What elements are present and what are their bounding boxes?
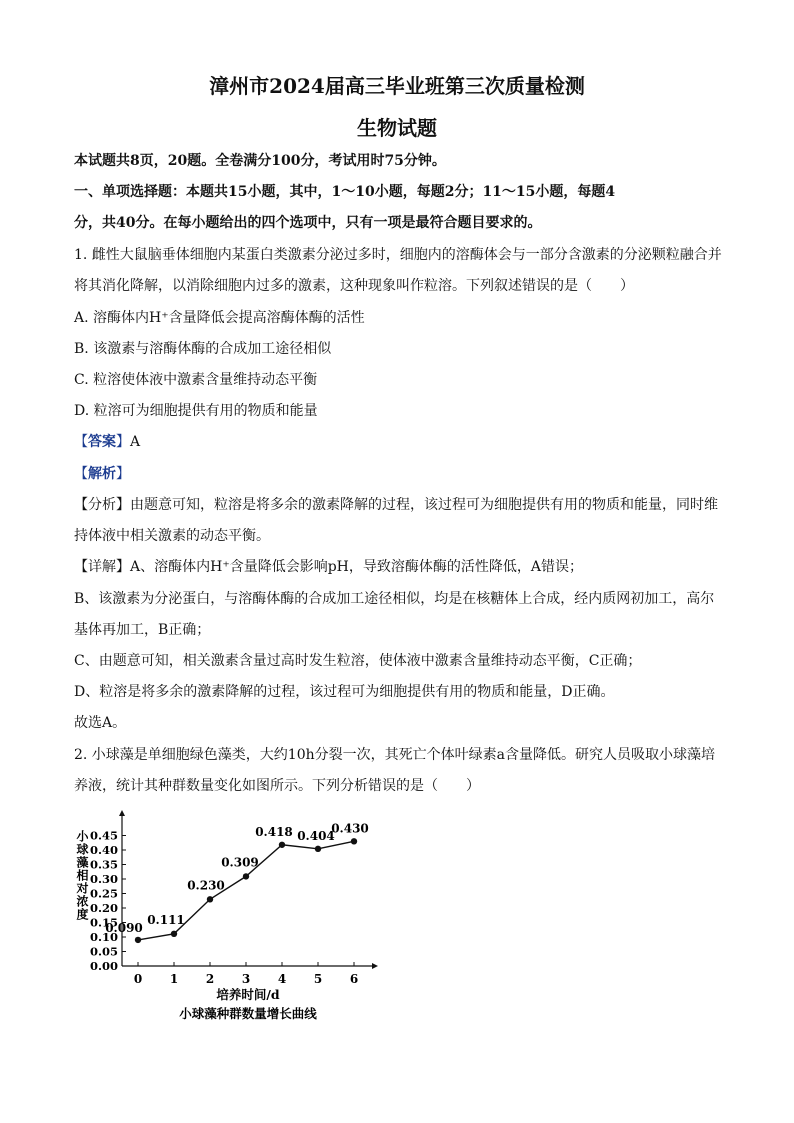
bracket-open: 【 <box>74 434 88 450</box>
x-tick-label: 5 <box>313 972 323 986</box>
y-tick-label: 0.45 <box>89 828 118 843</box>
chart-title: 小球藻种群数量增长曲线 <box>179 1006 317 1021</box>
exam-title: 漳州市2024届高三毕业班第三次质量检测 <box>209 74 585 98</box>
data-label: 0.418 <box>255 824 293 839</box>
q1-conclusion: 故选A。 <box>74 715 127 731</box>
bracket-close: 】 <box>116 434 130 450</box>
q2-stem-line1: 2. 小球藻是单细胞绿色藻类，大约10h分裂一次，其死亡个体叶绿素a含量降低。研究人员吸取小球藻培 <box>74 747 715 763</box>
bracket-open: 【 <box>74 466 88 482</box>
fenxi-text-1: 由题意可知，粒溶是将多余的激素降解的过程，该过程可为细胞提供有用的物质和能量，同时维 <box>130 497 718 513</box>
data-label: 0.090 <box>105 920 143 935</box>
bracket-close: 】 <box>116 559 130 575</box>
growth-chart <box>70 810 390 1025</box>
data-label: 0.309 <box>221 855 259 870</box>
data-label: 0.404 <box>297 828 335 843</box>
exam-intro: 本试题共8页，20题。全卷满分100分，考试用时75分钟。 <box>74 153 446 169</box>
answer-value: A <box>130 434 141 450</box>
x-axis-arrow <box>372 963 378 969</box>
detail-text-1: A、溶酶体内H⁺含量降低会影响pH，导致溶酶体酶的活性降低，A错误； <box>130 559 583 575</box>
data-point <box>243 873 249 879</box>
q1-analysis-heading <box>74 463 734 483</box>
detail-label: 详解 <box>88 559 116 575</box>
q1-detail-line1 <box>74 556 734 576</box>
y-tick-label: 0.35 <box>89 857 118 872</box>
data-label: 0.111 <box>147 912 185 927</box>
q2-stem-line2: 养液，统计其种群数量变化如图所示。下列分析错误的是（ ） <box>74 778 480 794</box>
data-point <box>315 846 321 852</box>
y-tick-label: 0.30 <box>89 872 118 886</box>
data-point <box>135 937 141 943</box>
y-tick-label: 0.40 <box>89 843 118 857</box>
data-label: 0.430 <box>331 821 369 836</box>
exam-subject: 生物试题 <box>357 116 437 140</box>
bracket-open: 【 <box>74 497 88 513</box>
x-tick-label: 3 <box>241 972 251 986</box>
q1-stem-line1: 1. 雌性大鼠脑垂体细胞内某蛋白类激素分泌过多时，细胞内的溶酶体会与一部分含激素的分泌颗粒融合并 <box>74 247 722 263</box>
x-tick-label: 1 <box>169 972 179 986</box>
y-tick-label: 0.15 <box>89 915 118 930</box>
bracket-close: 】 <box>116 466 130 482</box>
data-point <box>171 931 177 937</box>
y-tick-label: 0.05 <box>89 944 118 959</box>
q1-detail-line5: D、粒溶是将多余的激素降解的过程，该过程可为细胞提供有用的物质和能量，D正确。 <box>74 684 615 700</box>
y-tick-label: 0.25 <box>89 886 118 901</box>
q1-detail-line4: C、由题意可知，相关激素含量过高时发生粒溶，使体液中激素含量维持动态平衡，C正确； <box>74 653 642 669</box>
data-point <box>207 896 213 902</box>
answer-label: 答案 <box>88 434 116 450</box>
x-tick-label: 6 <box>349 972 359 986</box>
data-point <box>351 838 357 844</box>
x-tick-label: 4 <box>277 972 287 986</box>
x-tick-label: 0 <box>133 972 143 986</box>
q1-stem-line2: 将其消化降解，以消除细胞内过多的激素，这种现象叫作粒溶。下列叙述错误的是（ ） <box>74 278 634 294</box>
y-tick-label: 0.00 <box>89 959 118 973</box>
bracket-open: 【 <box>74 559 88 575</box>
q1-option-d: D. 粒溶可为细胞提供有用的物质和能量 <box>74 403 318 419</box>
analysis-label: 解析 <box>88 466 116 482</box>
x-tick-label: 2 <box>205 972 215 986</box>
q1-answer <box>74 431 734 451</box>
q1-option-a: A. 溶酶体内H⁺含量降低会提高溶酶体酶的活性 <box>74 310 365 326</box>
q1-fenxi-line2: 持体液中相关激素的动态平衡。 <box>74 528 270 544</box>
fenxi-label: 分析 <box>88 497 116 513</box>
section-heading-line1: 一、单项选择题：本题共15小题，其中，1～10小题，每题2分；11～15小题，每题4 <box>74 184 616 200</box>
q1-option-c: C. 粒溶使体液中激素含量维持动态平衡 <box>74 372 318 388</box>
data-label: 0.230 <box>187 878 225 893</box>
y-tick-label: 0.20 <box>89 901 118 915</box>
q1-fenxi-line1 <box>74 494 734 514</box>
q1-detail-line2: B、该激素为分泌蛋白，与溶酶体酶的合成加工途径相似，均是在核糖体上合成，经内质网初加工，高尔 <box>74 591 715 607</box>
y-axis-arrow <box>119 810 125 816</box>
y-axis-label: 小球藻相对浓度 <box>75 830 89 921</box>
x-axis-label: 培养时间/d <box>216 987 280 1002</box>
q1-option-b: B. 该激素与溶酶体酶的合成加工途径相似 <box>74 341 332 357</box>
q1-detail-line3: 基体再加工，B正确； <box>74 622 211 638</box>
data-point <box>279 842 285 848</box>
bracket-close: 】 <box>116 497 130 513</box>
section-heading-line2: 分，共40分。在每小题给出的四个选项中，只有一项是最符合题目要求的。 <box>74 215 542 231</box>
y-tick-label: 0.10 <box>89 930 118 944</box>
